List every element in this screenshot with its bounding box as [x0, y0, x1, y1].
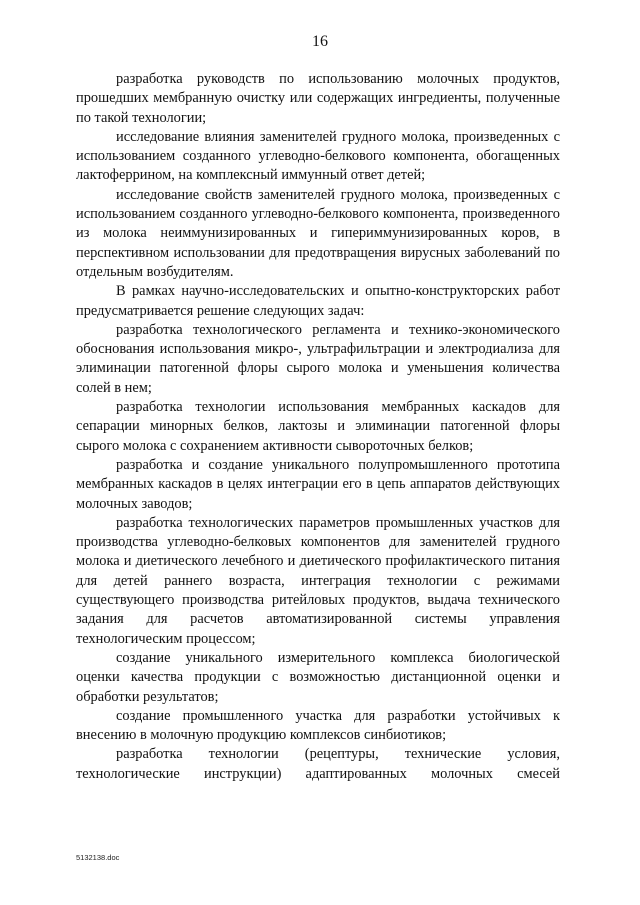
paragraph: разработка технологии использования мембранных каскадов для сепарации минорных белков, лактозы и элиминации патогенной флоры сырого молока с сохранением активности сывороточных белков;: [76, 399, 560, 454]
paragraph: исследование влияния заменителей грудного молока, произведенных с использованием созданного углеводно-белкового компонента, обогащенных лактоферрином, на комплексный иммунный ответ детей;: [76, 128, 560, 184]
paragraph: создание промышленного участка для разработки устойчивых к внесению в молочную продукцию комплексов синбиотиков;: [76, 707, 560, 744]
paragraph: разработка и создание уникального полупромышленного прототипа мембранных каскадов в целях интеграции его в цепь аппаратов действующих молочных заводов;: [76, 456, 560, 512]
paragraph: создание уникального измерительного комплекса биологической оценки качества продукции с возможностью дистанционной оценки и обработки результатов;: [76, 649, 560, 705]
footer-filename: 5132138.doc: [76, 853, 120, 862]
page-number: 16: [312, 33, 328, 50]
paragraph: разработка технологии (рецептуры, технические условия, технологические инструкции) адаптированных молочных смесей: [76, 746, 560, 782]
paragraph: исследование свойств заменителей грудного молока, произведенных с использованием созданного углеводно-белкового компонента, произведенного из молока неиммунизированных и гипериммунизированных коров, в перспективном использовании для предотвращения вирусных заболеваний по отдельным возбудителям.: [76, 186, 560, 280]
paragraph: разработка руководств по использованию молочных продуктов, прошедших мембранную очистку или содержащих ингредиенты, полученные по такой технологии;: [76, 71, 560, 126]
body-text: [76, 70, 560, 784]
paragraph: разработка технологических параметров промышленных участков для производства углеводно-белковых компонентов для заменителей грудного молока и диетического лечебного и диетического профилактического питания для детей раннего возраста, интеграция технологии с режимами существующего производства ритейловых продуктов, выдача технического задания для расчетов автоматизированной системы управления технологическим процессом;: [76, 514, 560, 647]
paragraph: разработка технологического регламента и технико-экономического обоснования использования микро-, ультрафильтрации и электродиализа для элиминации патогенной флоры сырого молока и уменьшения количества солей в нем;: [76, 321, 560, 396]
paragraph: В рамках научно-исследовательских и опытно-конструкторских работ предусматривается решение следующих задач:: [76, 283, 560, 319]
